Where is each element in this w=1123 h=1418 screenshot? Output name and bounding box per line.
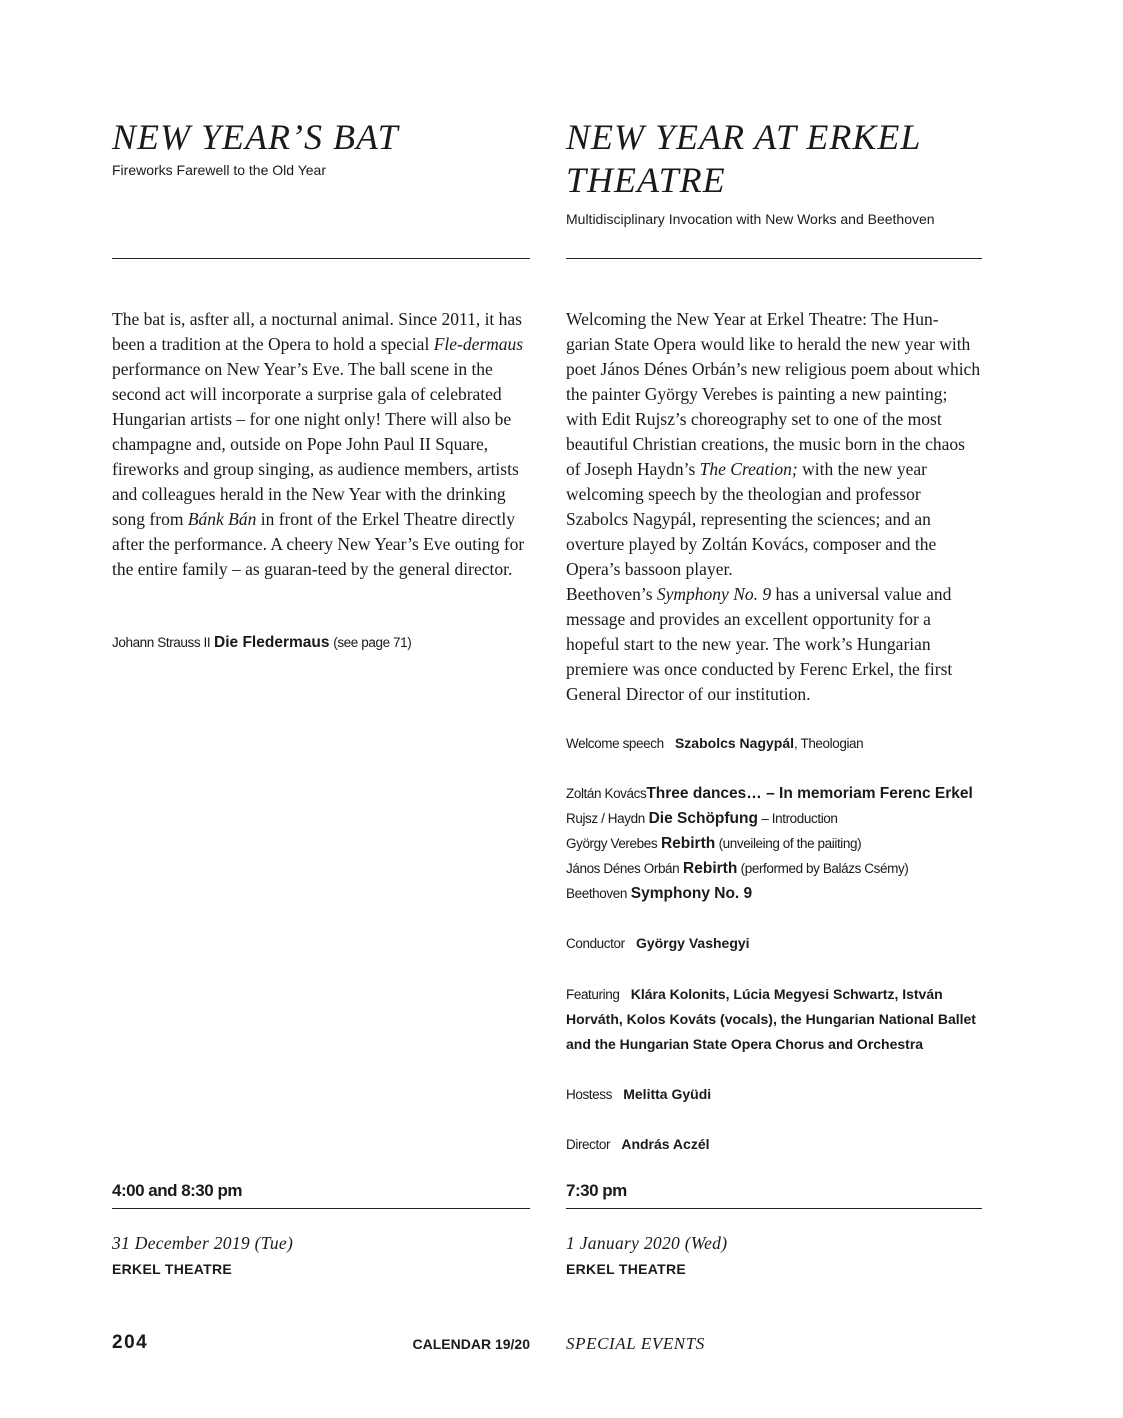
director-credit: Director András Aczél: [566, 1136, 710, 1152]
program-item: Zoltán KovácsThree dances… – In memoriam Ferenc Erkel: [566, 785, 973, 802]
divider: [566, 258, 982, 259]
divider: [112, 258, 530, 259]
divider: [566, 1208, 982, 1209]
event-title: NEW YEAR’S BAT: [112, 117, 399, 157]
program-list: [566, 781, 982, 906]
section-label: SPECIAL EVENTS: [566, 1334, 705, 1353]
event-venue: ERKEL THEATRE: [566, 1261, 687, 1277]
featuring-credit: Featuring Klára Kolonits, Lúcia Megyesi Schwartz, István Horváth, Kolos Kováts (vocals), the Hungarian National Ballet and the Hungarian State Opera Chorus and Orchestra: [566, 986, 976, 1052]
page-number: 204: [112, 1332, 149, 1353]
event-subtitle: Multidisciplinary Invocation with New Works and Beethoven: [566, 211, 935, 227]
divider: [112, 1208, 530, 1209]
program-item: György Verebes Rebirth (unveileing of the paiiting): [566, 835, 862, 852]
event-title: NEW YEAR AT ERKEL THEATRE: [566, 117, 922, 200]
event-description: The bat is, asfter all, a nocturnal animal. Since 2011, it has been a tradition at the Opera to hold a special Fle-dermaus performance on New Year’s Eve. The ball scene in the second act will incorporate a surprise gala of celebrated Hungarian artists – for one night only! There will also be champagne and, outside on Pope John Paul II Square, fireworks and group singing, as audience members, artists and colleagues herald in the New Year with the drinking song from Bánk Bán in front of the Erkel Theatre directly after the performance. A cheery New Year’s Eve outing for the entire family – as guaran-teed by the general director.: [112, 309, 525, 579]
program-item: Rujsz / Haydn Die Schöpfung – Introduction: [566, 810, 838, 827]
calendar-label: CALENDAR 19/20: [412, 1336, 530, 1352]
event-description: Welcoming the New Year at Erkel Theatre: The Hun-garian State Opera would like to herald the new year with poet János Dénes Orbán’s new religious poem about which the painter György Verebes is painting a new painting; with Edit Rujsz’s choreography set to one of the most beautiful Christian creations, the music born in the chaos of Joseph Haydn’s The Creation; with the new year welcoming speech by the theologian and professor Szabolcs Nagypál, representing the sciences; and an overture played by Zoltán Kovács, composer and the Opera’s bassoon player. Beethoven’s Symphony No. 9 has a universal value and message and provides an excellent opportunity for a hopeful start to the new year. The work’s Hungarian premiere was once conducted by Ferenc Erkel, the first General Director of our institution.: [566, 309, 981, 704]
program-item: János Dénes Orbán Rebirth (performed by Balázs Csémy): [566, 860, 909, 877]
event-date: 1 January 2020 (Wed): [566, 1233, 728, 1253]
program-item: Beethoven Symphony No. 9: [566, 885, 753, 902]
event-subtitle: Fireworks Farewell to the Old Year: [112, 162, 326, 178]
event-venue: ERKEL THEATRE: [112, 1261, 233, 1277]
hostess-credit: Hostess Melitta Gyüdi: [566, 1086, 712, 1102]
conductor-credit: Conductor György Vashegyi: [566, 935, 750, 951]
event-date: 31 December 2019 (Tue): [112, 1233, 294, 1253]
event-time: 4:00 and 8:30 pm: [112, 1181, 242, 1200]
welcome-speech-credit: Welcome speech Szabolcs Nagypál, Theologian: [566, 735, 864, 751]
event-time: 7:30 pm: [566, 1181, 627, 1200]
program-credit: Johann Strauss II Die Fledermaus (see page 71): [112, 634, 412, 651]
